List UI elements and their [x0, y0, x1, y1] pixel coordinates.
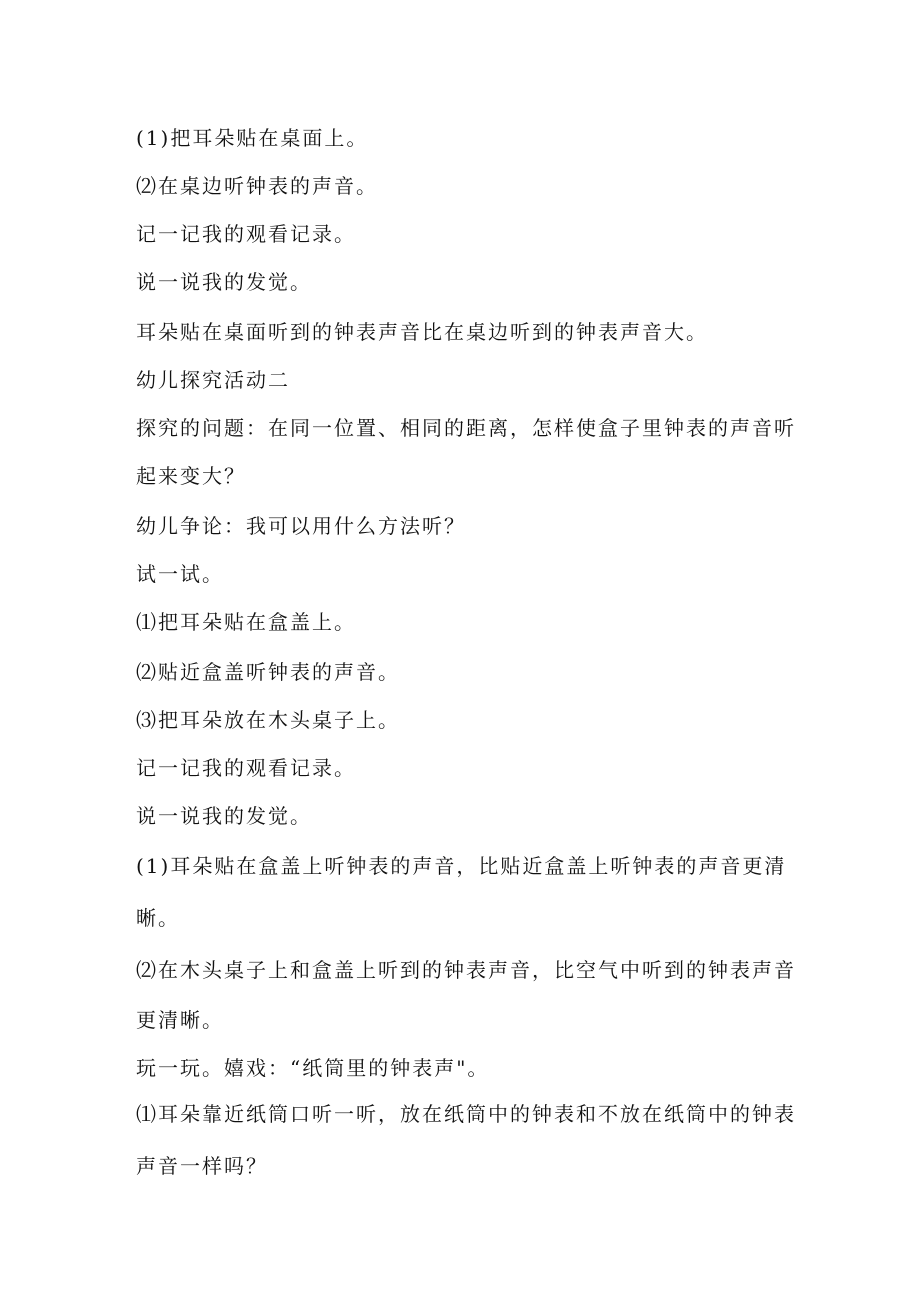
text-line: 晰。: [136, 906, 180, 930]
text-line: 说一说我的发觉。: [136, 270, 312, 294]
text-line: ⑴耳朵靠近纸筒口听一听，放在纸筒中的钟表和不放在纸筒中的钟表: [136, 1102, 796, 1126]
section-heading: 幼儿探究活动二: [136, 368, 290, 392]
text-line: ⑵贴近盒盖听钟表的声音。: [136, 660, 400, 684]
text-line: 起来变大？: [136, 464, 246, 488]
text-line: 更清晰。: [136, 1008, 224, 1032]
text-line: (1)耳朵贴在盒盖上听钟表的声音，比贴近盒盖上听钟表的声音更清: [136, 854, 787, 878]
text-line: 玩一玩。嬉戏：“纸筒里的钟表声"。: [136, 1056, 490, 1080]
text-line: 说一说我的发觉。: [136, 804, 312, 828]
text-line: 声音一样吗？: [136, 1154, 268, 1178]
text-line: ⑵在桌边听钟表的声音。: [136, 174, 378, 198]
text-line: ⑵在木头桌子上和盒盖上听到的钟表声音，比空气中听到的钟表声音: [136, 958, 796, 982]
text-line: 试一试。: [136, 562, 224, 586]
text-line: ⑴把耳朵贴在盒盖上。: [136, 610, 356, 634]
text-line: 耳朵贴在桌面听到的钟表声音比在桌边听到的钟表声音大。: [136, 320, 708, 344]
text-line: (1)把耳朵贴在桌面上。: [136, 126, 369, 150]
text-line: 记一记我的观看记录。: [136, 222, 356, 246]
text-line: 探究的问题：在同一位置、相同的距离，怎样使盒子里钟表的声音听: [136, 416, 796, 440]
text-line: ⑶把耳朵放在木头桌子上。: [136, 708, 400, 732]
text-line: 记一记我的观看记录。: [136, 756, 356, 780]
text-line: 幼儿争论：我可以用什么方法听？: [136, 514, 466, 538]
